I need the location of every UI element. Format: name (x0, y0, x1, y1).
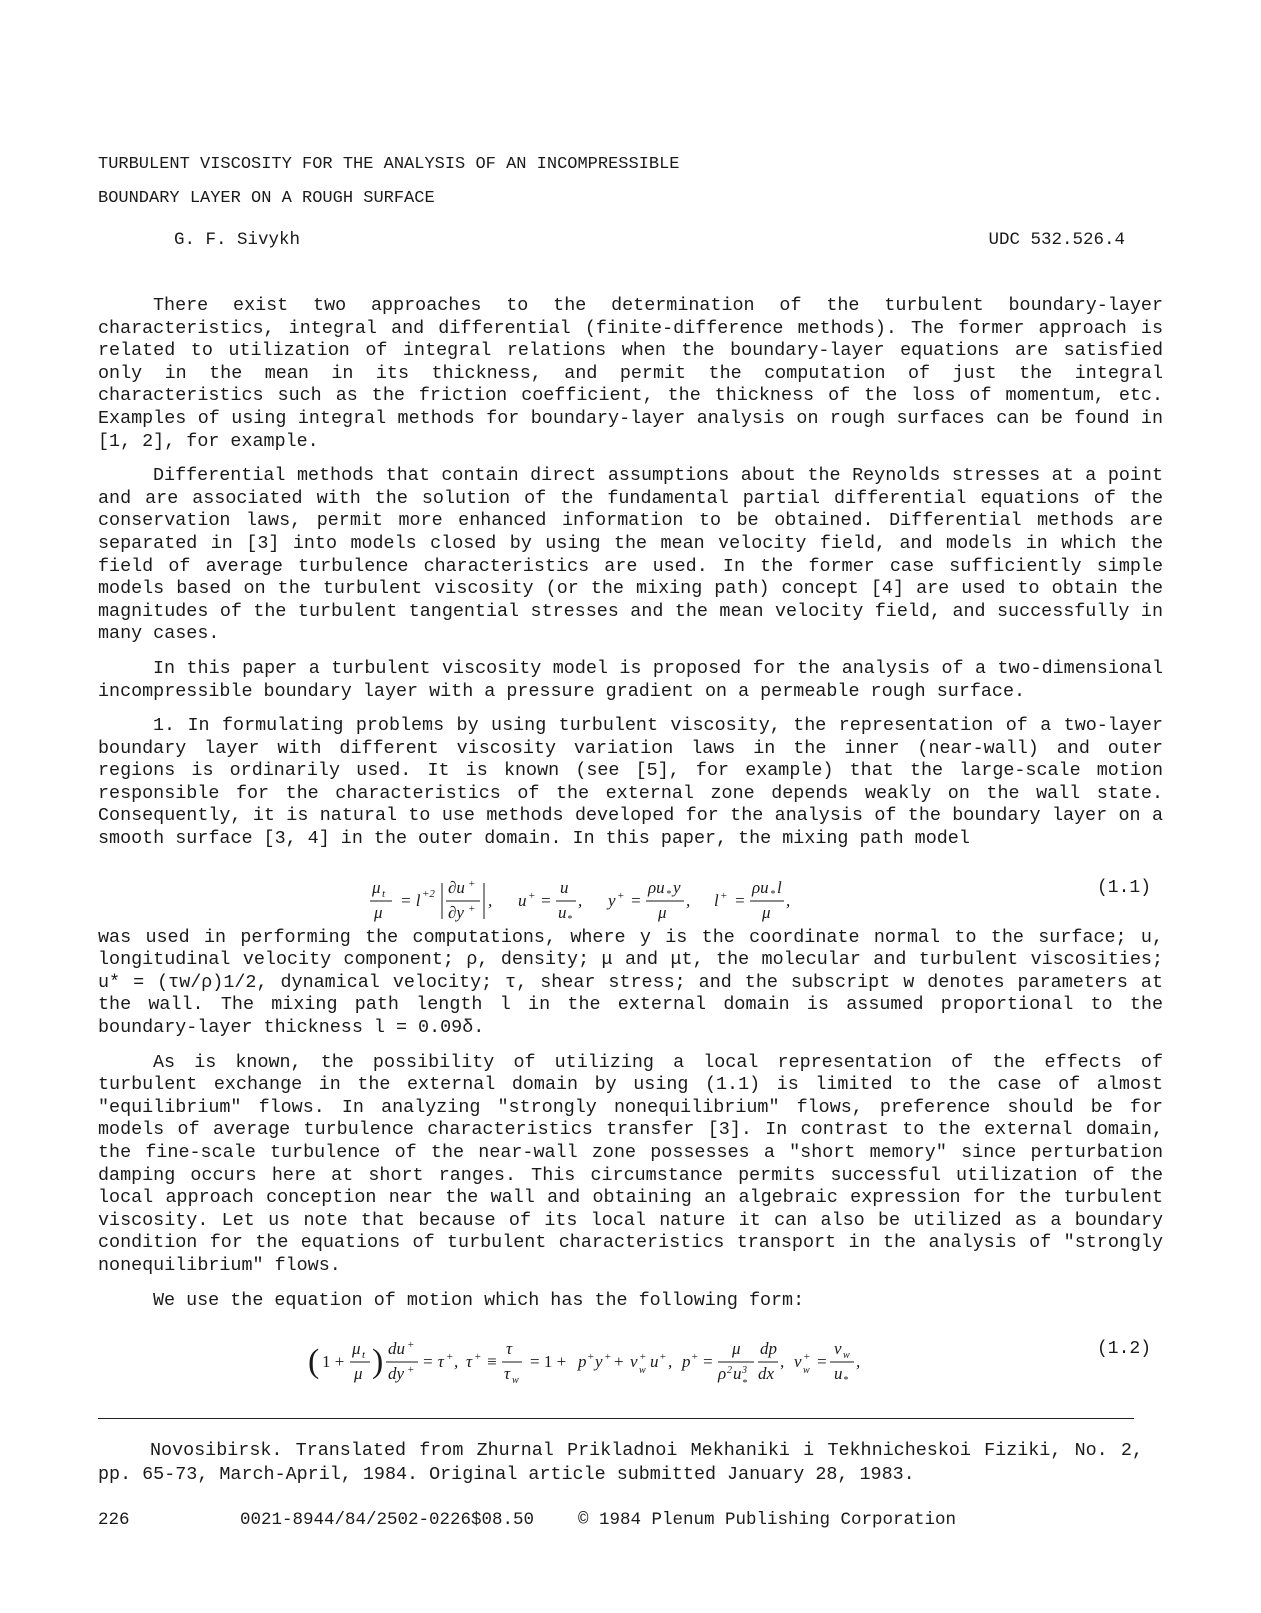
svg-text:+: + (446, 1351, 454, 1364)
svg-text:3: 3 (742, 1365, 747, 1377)
svg-text:+: + (407, 1339, 415, 1352)
svg-text:+: + (468, 877, 476, 890)
svg-text:≡: ≡ (486, 1352, 498, 1372)
svg-text:,: , (454, 1352, 459, 1372)
svg-text:μ: μ (374, 902, 383, 922)
equation-1-1 (98, 863, 1163, 921)
paragraph-5: was used in performing the computations, where y is the coordinate normal to the surface; u, longitudinal velocity component; ρ, density; μ and μt, the molecular and turbulent viscosities; u* = (τw/ρ)1/2, dynamical velocity; τ, shear stress; and the subscript w denotes parameters at the wall. The mixing path length l in the external domain is assumed proportional to the boundary-layer thickness l = 0.09δ. (98, 926, 1163, 1039)
svg-text:y: y (673, 877, 681, 897)
svg-text:l: l (777, 877, 782, 897)
svg-text:,: , (668, 1352, 673, 1372)
svg-text:u: u (733, 1364, 742, 1384)
svg-text:=: = (630, 890, 642, 910)
paragraph-3: In this paper a turbulent viscosity model is proposed for the analysis of a two-dimensional incompressible boundary layer with a pressure gradient on a permeable rough surface. (98, 657, 1163, 702)
svg-text:∂u: ∂u (448, 877, 465, 897)
equation-1-2 (98, 1324, 1163, 1390)
svg-text:μ: μ (658, 902, 667, 922)
svg-text:+: + (587, 1351, 595, 1364)
svg-text:=: = (702, 1352, 714, 1372)
svg-text:=: = (816, 1352, 828, 1372)
title-line-1: TURBULENT VISCOSITY FOR THE ANALYSIS OF AN INCOMPRESSIBLE (98, 155, 680, 174)
svg-text:v: v (630, 1352, 638, 1372)
svg-text:ρu: ρu (648, 877, 665, 897)
svg-text:u: u (650, 1352, 659, 1372)
page-number: 226 (98, 1510, 130, 1530)
svg-text:,: , (488, 890, 493, 910)
svg-text:w: w (843, 1350, 850, 1362)
svg-text:+: + (604, 1351, 612, 1364)
svg-text:+: + (468, 902, 476, 915)
svg-text:+: + (720, 889, 728, 902)
svg-text:u: u (560, 877, 569, 897)
svg-text:v: v (794, 1352, 802, 1372)
svg-text:μ: μ (732, 1339, 741, 1359)
svg-text:p: p (682, 1352, 691, 1372)
paper-body (98, 295, 1163, 1388)
svg-text:μ: μ (354, 1364, 363, 1384)
svg-text:= τ: = τ (422, 1352, 444, 1372)
svg-text:du: du (388, 1339, 405, 1359)
svg-text:w: w (803, 1365, 810, 1377)
svg-text:dp: dp (760, 1339, 777, 1359)
footnote: Novosibirsk. Translated from Zhurnal Prikladnoi Mekhaniki i Tekhnicheskoi Fiziki, No. 2, pp. 65-73, March-April, 1984. Original article submitted January 28, 1983. (98, 1440, 1143, 1486)
svg-text:∂y: ∂y (448, 902, 464, 922)
svg-text:= 1 +: = 1 + (530, 1352, 567, 1372)
svg-text:=: = (540, 890, 552, 910)
svg-text:+: + (474, 1351, 482, 1364)
svg-text:t: t (382, 887, 386, 900)
svg-text:+: + (659, 1351, 667, 1364)
equation-1-2-number: (1.2) (1096, 1339, 1151, 1360)
svg-text:): ) (372, 1343, 384, 1381)
svg-text:y: y (608, 890, 616, 910)
paragraph-4: 1. In formulating problems by using turbulent viscosity, the representation of a two-layer boundary layer with different viscosity variation laws in the inner (near-wall) and outer regions is ordinarily used. It is known (see [5], for example) that the large-scale motion responsible for the characteristics of the external zone depends weakly on the wall state. Consequently, it is natural to use methods developed for the analysis of the boundary layer on a smooth surface [3, 4] in the outer domain. In this paper, the mixing path model (98, 715, 1163, 850)
paragraph-6: As is known, the possibility of utilizing a local representation of the effects of turbulent exchange in the external domain by using (1.1) is limited to the case of almost "equilibrium" flows. In analyzing "strongly nonequilibrium" flows, preference should be for models of average turbulence characteristics transfer [3]. In contrast to the external domain, the fine-scale turbulence of the near-wall zone possesses a "short memory" since perturbation damping occurs here at short ranges. This circumstance permits successful utilization of the local approach conception near the wall and obtaining an algebraic expression for the turbulent viscosity. Let us note that because of its local nature it can also be utilized as a boundary condition for the equations of turbulent characteristics transport in the analysis of "strongly nonequilibrium" flows. (98, 1051, 1163, 1276)
svg-text:v: v (834, 1339, 842, 1359)
svg-text:p: p (578, 1352, 587, 1372)
svg-text:*: * (742, 1378, 747, 1390)
svg-text:+: + (691, 1351, 699, 1364)
svg-text:+: + (528, 889, 536, 902)
footnote-divider (98, 1418, 1134, 1419)
svg-text:u: u (518, 890, 527, 910)
svg-text:= l: = l (400, 890, 421, 910)
svg-text:,: , (786, 890, 791, 910)
paragraph-7: We use the equation of motion which has the following form: (153, 1289, 805, 1311)
svg-text:ρ: ρ (718, 1364, 727, 1384)
svg-text:+2: +2 (422, 887, 435, 900)
svg-text:2: 2 (727, 1365, 732, 1377)
paper-title (98, 148, 680, 216)
svg-text:w: w (639, 1365, 646, 1377)
copyright: © 1984 Plenum Publishing Corporation (578, 1510, 957, 1530)
svg-text:dx: dx (758, 1364, 775, 1384)
equation-1-2-formula (308, 1336, 968, 1392)
svg-text:*: * (666, 888, 671, 900)
article-code: 0021-8944/84/2502-0226$08.50 (240, 1510, 535, 1530)
svg-text:μ: μ (372, 877, 381, 897)
svg-text:1 +: 1 + (322, 1352, 345, 1372)
svg-text:(: ( (308, 1343, 320, 1381)
title-line-2: BOUNDARY LAYER ON A ROUGH SURFACE (98, 189, 435, 208)
svg-text:+: + (407, 1364, 415, 1377)
author: G. F. Sivykh (174, 230, 301, 250)
svg-text:,: , (780, 1352, 785, 1372)
svg-text:+: + (617, 889, 625, 902)
svg-text:μ: μ (352, 1339, 361, 1359)
svg-text:u: u (834, 1364, 843, 1384)
svg-text:*: * (843, 1375, 848, 1387)
svg-text:l: l (714, 890, 719, 910)
svg-text:=: = (734, 890, 746, 910)
svg-text:*: * (770, 888, 775, 900)
svg-text:y: y (595, 1352, 603, 1372)
svg-text:,: , (686, 890, 691, 910)
svg-text:u: u (558, 902, 567, 922)
svg-text:,: , (578, 890, 583, 910)
svg-text:τ: τ (466, 1352, 473, 1372)
paragraph-1: There exist two approaches to the determination of the turbulent boundary-layer characteristics, integral and differential (finite-difference methods). The former approach is related to utilization of integral relations when the boundary-layer equations are satisfied only in the mean in its thickness, and permit the computation of just the integral characteristics such as the friction coefficient, the thickness of the loss of momentum, etc. Examples of using integral methods for boundary-layer analysis on rough surfaces can be found in [1, 2], for example. (98, 295, 1163, 452)
svg-text:τ: τ (506, 1339, 513, 1359)
svg-text:dy: dy (388, 1364, 405, 1384)
svg-text:+: + (803, 1351, 811, 1364)
equation-1-1-number: (1.1) (1096, 877, 1151, 898)
paragraph-2: Differential methods that contain direct assumptions about the Reynolds stresses at a point and are associated with the solution of the fundamental partial differential equations of the conservation laws, permit more enhanced information to be obtained. Differential methods are separated in [3] into models closed by using the mean velocity field, and models in which the field of average turbulence characteristics are used. In the former case sufficiently simple models based on the turbulent viscosity (or the mixing path) concept [4] are used to obtain the magnitudes of the turbulent tangential stresses and the mean velocity field, and successfully in many cases. (98, 465, 1163, 645)
svg-text:w: w (512, 1375, 519, 1387)
svg-text:+: + (639, 1351, 647, 1364)
svg-text:τ: τ (504, 1364, 511, 1384)
equation-1-1-formula (368, 875, 888, 923)
svg-text:ρu: ρu (752, 877, 769, 897)
svg-text:μ: μ (762, 902, 771, 922)
svg-text:+: + (614, 1352, 624, 1372)
svg-text:*: * (567, 913, 572, 923)
svg-text:,: , (856, 1352, 861, 1372)
svg-text:t: t (362, 1349, 366, 1362)
udc-code: UDC 532.526.4 (988, 230, 1125, 250)
